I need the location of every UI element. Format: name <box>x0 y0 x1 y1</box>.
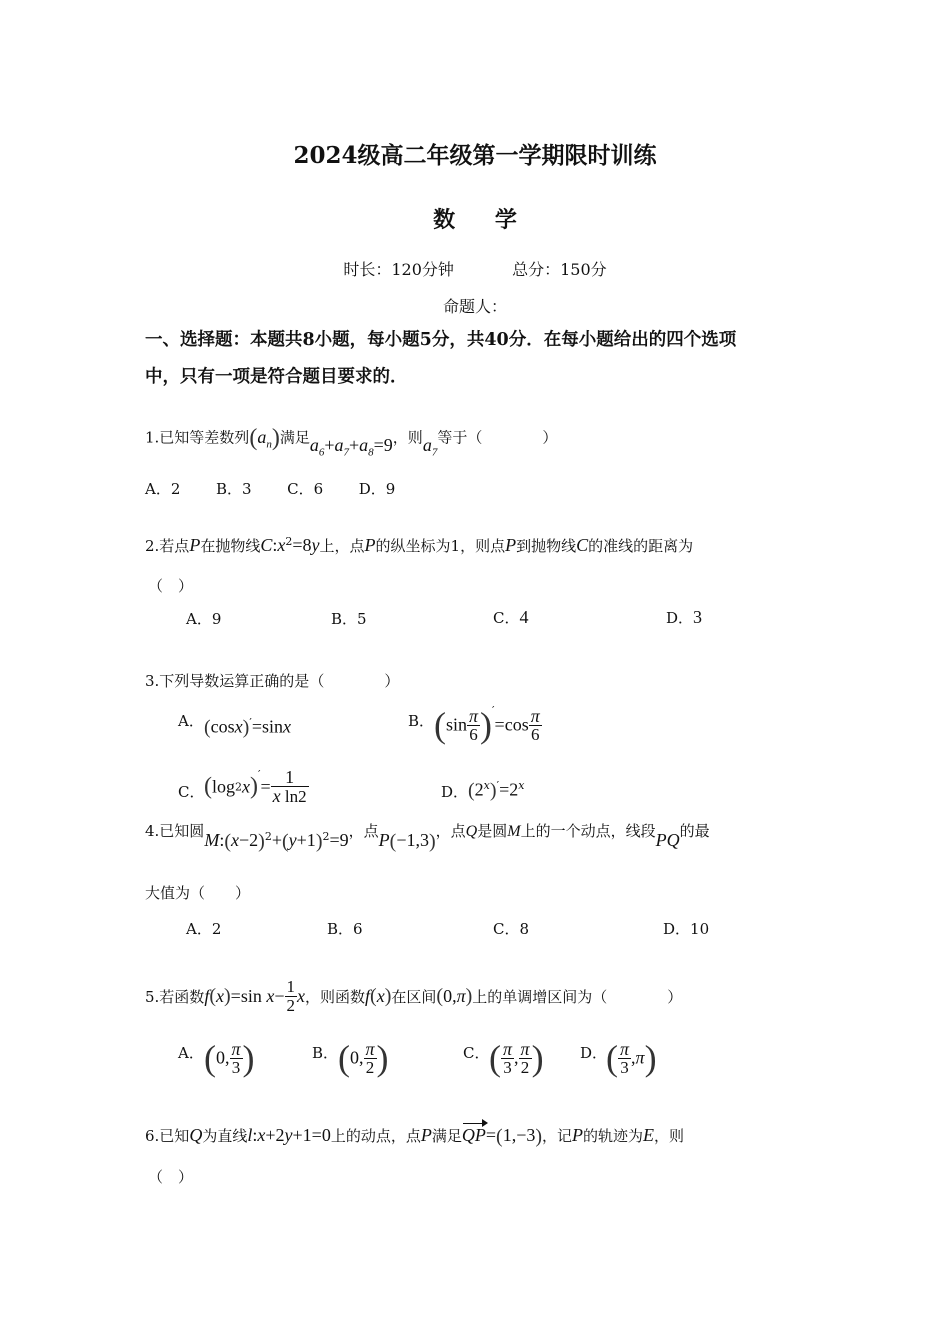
q3-option-d[interactable]: $(2^x)'=2^x$ <box>468 779 525 802</box>
q5-option-a[interactable]: (0, $\frac{\pi}{3}$ ) <box>204 1038 255 1078</box>
q1-option-c[interactable]: C．6 <box>287 480 324 498</box>
q4-option-c[interactable]: C．8 <box>493 920 530 938</box>
q5-option-c[interactable]: ( $\frac{\pi}{3}$ , $\frac{\pi}{2}$ ) <box>489 1038 544 1078</box>
q2-option-c[interactable]: C．4 <box>493 607 529 627</box>
q3-option-d-label: D． <box>441 783 469 801</box>
q2-option-a[interactable]: A．9 <box>186 610 222 628</box>
question-4: 4.已知圆$M:(x-2)^2+(y+1)^2=9$，点P(−1,3)，点Q是圆M上的一个动点，线段PQ的最 <box>145 822 710 853</box>
section-heading-line2: 中，只有一项是符合题目要求的． <box>145 367 408 387</box>
q3-option-c-label: C． <box>178 783 205 801</box>
question-6: 6.已知Q为直线l:x+2y+1=0上的动点，点P满足QP=(1,−3)，记P的轨迹为E，则 <box>145 1125 685 1148</box>
q5-option-d-label: D． <box>580 1044 608 1062</box>
subject-heading: 数 学 <box>433 207 533 233</box>
question-1: 1.已知等差数列$(a_n)$满足$a_6+a_7+a_8=9$，则$a_7$等于（ ） <box>145 425 558 459</box>
q4-option-b[interactable]: B．6 <box>327 920 363 938</box>
q5-option-c-label: C． <box>463 1044 490 1062</box>
q3-option-c[interactable]: (log2x)′= $\frac{1}{\text{x ln2}}$ <box>204 767 307 806</box>
q1-option-d[interactable]: D．9 <box>358 480 396 498</box>
q5-option-a-label: A． <box>178 1044 204 1062</box>
q4-option-a[interactable]: A．2 <box>186 920 222 938</box>
q2-option-b[interactable]: B．5 <box>331 610 367 628</box>
q3-option-b[interactable]: (sin $\frac{\pi}{6}$ )′=cos $\frac{\pi}{6}$ <box>434 704 540 745</box>
q2-paren: （ ） <box>148 577 194 595</box>
author: 命题人： <box>442 297 507 316</box>
q6-paren: （ ） <box>148 1168 194 1186</box>
q5-option-b-label: B． <box>312 1044 339 1062</box>
question-2: 2.若点P在抛物线$C:x^2=8y$上，点P的纵坐标为1，则点P到抛物线C的准线的距离为 <box>145 535 694 555</box>
q2-option-d[interactable]: D．3 <box>666 607 703 627</box>
section-heading-line1: 一、选择题：本题共8小题，每小题5分，共40分．在每小题给出的四个选项 <box>145 330 737 350</box>
q5-option-d[interactable]: ( $\frac{\pi}{3}$ ,π) <box>606 1038 657 1078</box>
duration: 时长：120分钟 <box>343 260 454 279</box>
page-title: 2024级高二年级第一学期限时训练 <box>293 142 657 169</box>
total-score: 总分：150分 <box>512 260 607 279</box>
q1-options <box>145 478 395 499</box>
q3-option-a[interactable]: (cosx)′=sinx <box>204 716 292 739</box>
q3-option-a-label: A． <box>178 712 204 730</box>
q1-option-b[interactable]: B．3 <box>215 480 252 498</box>
question-5: 5.若函数f(x)=sin x− $\frac{1}{2}$ x，则函数f(x)在区间(0,π)上的单调增区间为（ ） <box>145 977 683 1015</box>
q4-line2: 大值为（ ） <box>145 884 251 902</box>
q3-option-b-label: B． <box>408 712 435 730</box>
vector-qp: QP <box>461 1125 486 1145</box>
exam-meta <box>0 257 950 280</box>
q1-option-a[interactable]: A．2 <box>145 480 181 498</box>
q4-option-d[interactable]: D．10 <box>663 920 710 938</box>
question-3: 3.下列导数运算正确的是（ ） <box>145 672 400 690</box>
q5-option-b[interactable]: (0, $\frac{\pi}{2}$ ) <box>338 1038 389 1078</box>
